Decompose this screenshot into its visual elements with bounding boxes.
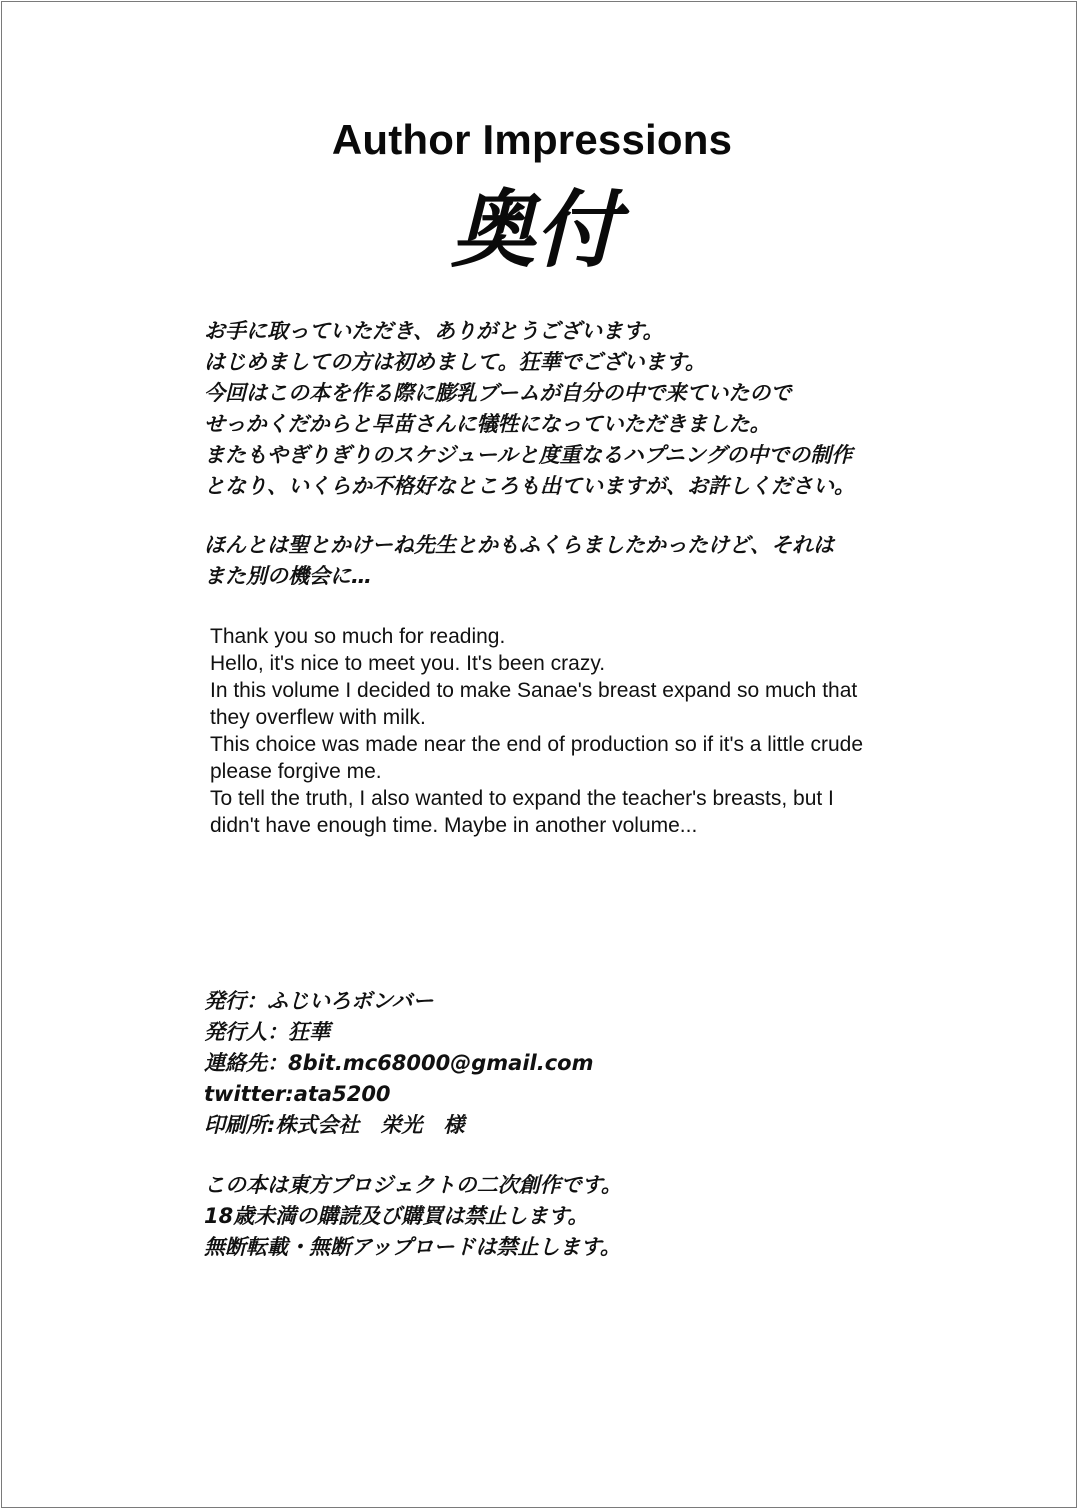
afterword-en-line: This choice was made near the end of production so if it's a little crude	[210, 733, 864, 756]
colophon-twitter: twitter:ata5200	[204, 1082, 391, 1106]
afterword-jp-line: お手に取っていただき、ありがとうございます。	[204, 319, 664, 343]
english-title: Author Impressions	[331, 116, 733, 163]
afterword-en-line: they overflew with milk.	[210, 706, 426, 729]
colophon-publisher: 発行：ふじいろボンバー	[204, 989, 434, 1013]
afterword-en-line: please forgive me.	[210, 760, 382, 783]
afterword-en-line: To tell the truth, I also wanted to expand the teacher's breasts, but I	[210, 787, 834, 810]
afterword-jp-paragraph-2	[204, 530, 834, 592]
notices	[204, 1170, 622, 1263]
afterword-jp-line: となり、いくらか不格好なところも出ていますが、お許しください。	[204, 474, 855, 498]
afterword-jp-line: せっかくだからと早苗さんに犠牲になっていただきました。	[204, 412, 771, 436]
afterword-jp-line: またもやぎりぎりのスケジュールと度重なるハプニングの中での制作	[204, 443, 853, 467]
afterword-english	[210, 623, 863, 839]
japanese-title: 奥付	[450, 181, 619, 279]
notice-fan-work: この本は東方プロジェクトの二次創作です。	[204, 1173, 622, 1197]
afterword-jp-line: また別の機会に…	[204, 564, 372, 588]
notice-no-reprint: 無断転載・無断アップロードは禁止します。	[204, 1235, 621, 1259]
afterword-jp-line: 今回はこの本を作る際に膨乳ブームが自分の中で来ていたので	[204, 381, 792, 405]
afterword-en-line: didn't have enough time. Maybe in another volume...	[210, 814, 698, 837]
colophon-issuer: 発行人：狂華	[204, 1020, 330, 1044]
afterword-jp-line: はじめましての方は初めまして。狂華でございます。	[204, 350, 706, 374]
afterword-jp-paragraph-1	[204, 316, 855, 502]
colophon	[204, 986, 593, 1141]
colophon-printer: 印刷所:株式会社 栄光 様	[204, 1113, 465, 1137]
colophon-contact: 連絡先：8bit.mc68000@gmail.com	[204, 1051, 594, 1075]
afterword-en-line: In this volume I decided to make Sanae's breast expand so much that	[210, 679, 858, 702]
afterword-jp-line: ほんとは聖とかけーね先生とかもふくらましたかったけど、それは	[204, 533, 834, 557]
afterword-en-line: Hello, it's nice to meet you. It's been crazy.	[210, 652, 606, 675]
notice-age-restriction: 18歳未満の購読及び購買は禁止します。	[204, 1204, 589, 1228]
afterword-en-line: Thank you so much for reading.	[210, 625, 506, 648]
